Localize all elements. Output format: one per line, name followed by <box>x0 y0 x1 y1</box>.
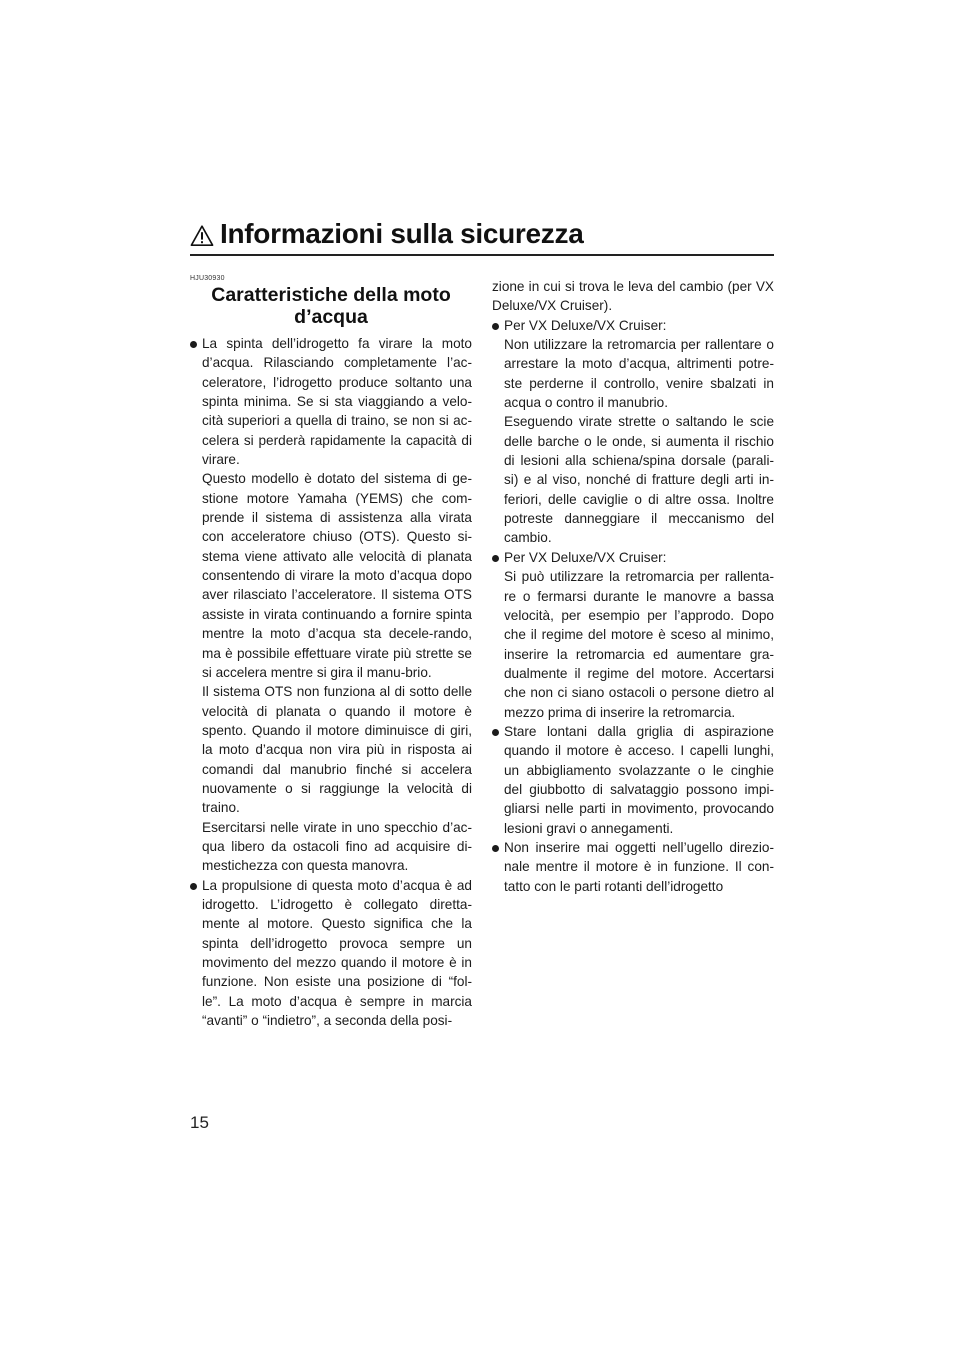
warning-triangle-icon <box>190 224 214 248</box>
page-header <box>190 218 774 256</box>
list-paragraph: Eseguendo virate strette o saltando le scie delle barche o le onde, si aumenta il rischio di lesioni alla schiena/spina dorsale (parali-si) e al viso, nonché di fratture degli arti in-feriori, delle caviglie o di altre ossa. Inoltre potreste danneggiare il meccanismo del cambio. <box>504 414 774 546</box>
list-item <box>190 876 472 1031</box>
list-paragraph: Non utilizzare la retromarcia per rallentare o arrestare la moto d’acqua, altrimenti potre-ste perderne il controllo, venire sbalzati in acqua o contro il manubrio. <box>504 337 774 411</box>
list-paragraph: Si può utilizzare la retromarcia per rallenta-re o fermarsi durante le manovre a bassa velocità, per esempio per l’approdo. Dopo che il regime del motore è sceso al minimo, inserire la retromarcia ed aumentare gra-dualmente il regime del motore. Accertarsi che non ci siano ostacoli o persone dietro al mezzo prima di inserire la retromarcia. <box>504 569 774 720</box>
section-title-line1: Caratteristiche della moto <box>211 284 451 306</box>
header-rule <box>190 254 774 256</box>
list-paragraph: Stare lontani dalla griglia di aspirazione quando il motore è acceso. I capelli lunghi, un abbigliamento svolazzante o le cinghie del giubbotto di salvataggio possono impi-gliarsi nelle parti in movimento, provocando lesioni gravi o annegamenti. <box>504 723 774 836</box>
section-code: HJU30930 <box>190 275 225 282</box>
list-paragraph: Per VX Deluxe/VX Cruiser: <box>504 549 667 565</box>
section-title <box>190 284 472 328</box>
list-item <box>190 334 472 876</box>
list-paragraph: Esercitarsi nelle virate in uno specchio d’ac-qua libero da ostacoli fino ad acquisire di-mestichezza con questa manovra. <box>202 819 472 874</box>
bullet-icon <box>492 555 499 562</box>
list-paragraph: Non inserire mai oggetti nell’ugello direzio-nale mentre il motore è in funzione. Il con-tatto con le parti rotanti dell’idrogetto <box>504 839 774 894</box>
list-paragraph: Questo modello è dotato del sistema di ge-stione motore Yamaha (YEMS) che com-prende il sistema di assistenza alla virata con acceleratore chiuso (OTS). Questo si-stema viene attivato alle velocità di planata consentendo di virare la moto d’acqua dopo aver rilasciato l’acceleratore. Il sistema OTS assiste in virata continuando a fornire spinta mentre la moto d’acqua sta decele-rando, ma è possibile effettuare virate più strette se si accelera mentre si gira il manu-brio. <box>202 471 472 680</box>
list-item <box>492 316 774 548</box>
list-paragraph: La spinta dell’idrogetto fa virare la moto d’acqua. Rilasciando completamente l’ac-celeratore, l’idrogetto produce soltanto una spinta minima. Se si sta viaggiando a velo-cità superiori a quella di traino, se non si ac-celera si perderà rapidamente la capacità di virare. <box>202 336 472 468</box>
right-column <box>492 277 774 896</box>
bullet-icon <box>492 845 499 852</box>
list-paragraph: La propulsione di questa moto d’acqua è ad idrogetto. L’idrogetto è collegato diretta-mente al motore. Questo significa che la spinta dell’idrogetto provoca sempre un movimento del mezzo quando il motore è in funzione. Non esiste una posizione di “fol-le”. La moto d’acqua è sempre in marcia “avanti” o “indietro”, a seconda della posi- <box>202 877 472 1029</box>
list-paragraph: Il sistema OTS non funziona al di sotto delle velocità di planata o quando il motore è spento. Quando il motore diminuisce di giri, la moto d’acqua non vira più in risposta ai comandi dal manubrio finché si accelera nuovamente o si raggiunge la velocità di traino. <box>202 684 472 816</box>
list-paragraph: Per VX Deluxe/VX Cruiser: <box>504 317 667 333</box>
section-title-line2: d’acqua <box>294 306 368 328</box>
bullet-icon <box>492 729 499 736</box>
list-item <box>492 548 774 722</box>
bullet-icon <box>190 883 197 890</box>
bullet-icon <box>492 323 499 330</box>
bullet-icon <box>190 341 197 348</box>
right-bullet-list <box>492 316 774 896</box>
left-bullet-list <box>190 334 472 1030</box>
left-column <box>190 275 472 1030</box>
page-number: 15 <box>190 1113 209 1132</box>
page-header-title: Informazioni sulla sicurezza <box>220 218 584 249</box>
list-item <box>492 838 774 896</box>
continued-paragraph: zione in cui si trova le leva del cambio (per VX Deluxe/VX Cruiser). <box>492 279 774 314</box>
list-item <box>492 722 774 838</box>
